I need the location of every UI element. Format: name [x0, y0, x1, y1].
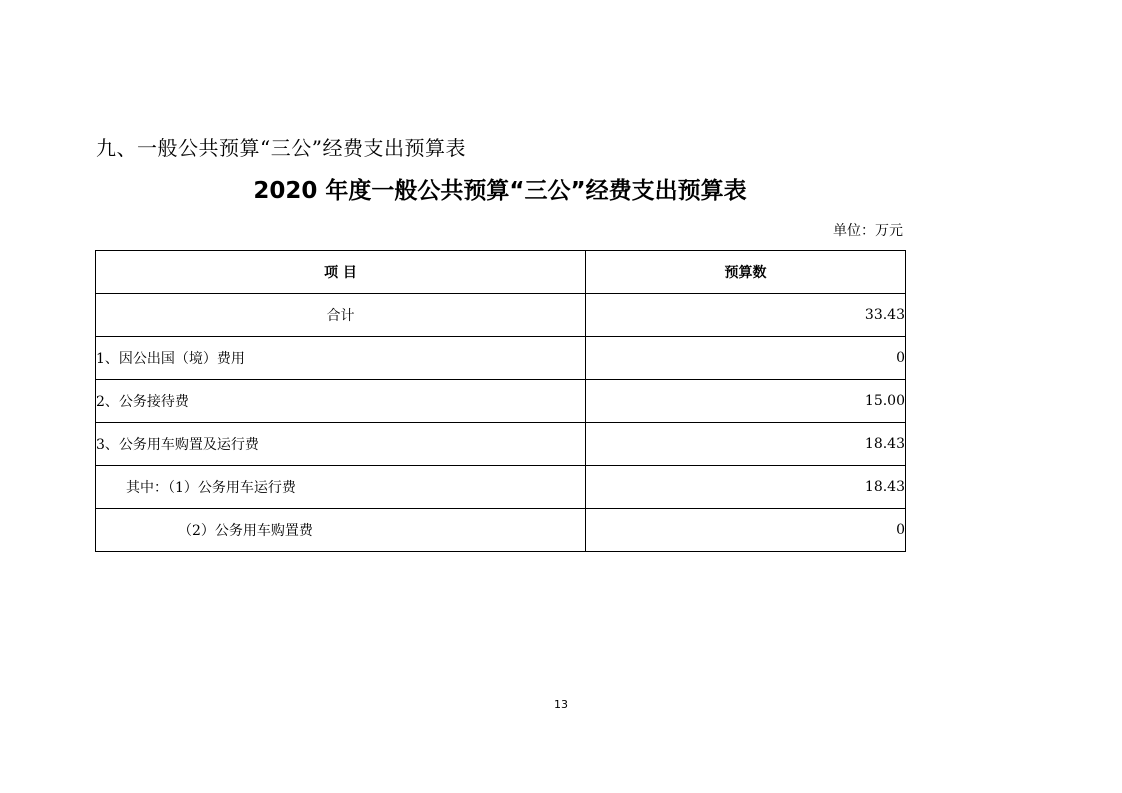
row-amount: 18.43: [586, 423, 906, 466]
row-item-label: 2、公务接待费: [96, 380, 586, 423]
row-item-label: 合计: [96, 294, 586, 337]
row-item-label: 其中：（1）公务用车运行费: [96, 466, 586, 509]
table-row: [96, 337, 906, 380]
row-item-label: 1、因公出国（境）费用: [96, 337, 586, 380]
unit-label: 单位：万元: [833, 223, 903, 239]
table-row: [96, 294, 906, 337]
column-header-amount: 预算数: [586, 251, 906, 294]
row-amount: 15.00: [586, 380, 906, 423]
document-title: 2020 年度一般公共预算“三公”经费支出预算表: [253, 178, 747, 204]
row-amount: 18.43: [586, 466, 906, 509]
section-heading: 九、一般公共预算“三公”经费支出预算表: [96, 136, 466, 160]
table-header-row: [96, 251, 906, 294]
table-row: [96, 380, 906, 423]
row-amount: 0: [586, 337, 906, 380]
table-row: [96, 466, 906, 509]
budget-table: [95, 250, 906, 552]
row-amount: 0: [586, 509, 906, 552]
row-amount: 33.43: [586, 294, 906, 337]
table-row: [96, 509, 906, 552]
row-item-label: （2）公务用车购置费: [96, 509, 586, 552]
column-header-item: 项 目: [96, 251, 586, 294]
page-number: 13: [554, 698, 568, 711]
table-row: [96, 423, 906, 466]
row-item-label: 3、公务用车购置及运行费: [96, 423, 586, 466]
